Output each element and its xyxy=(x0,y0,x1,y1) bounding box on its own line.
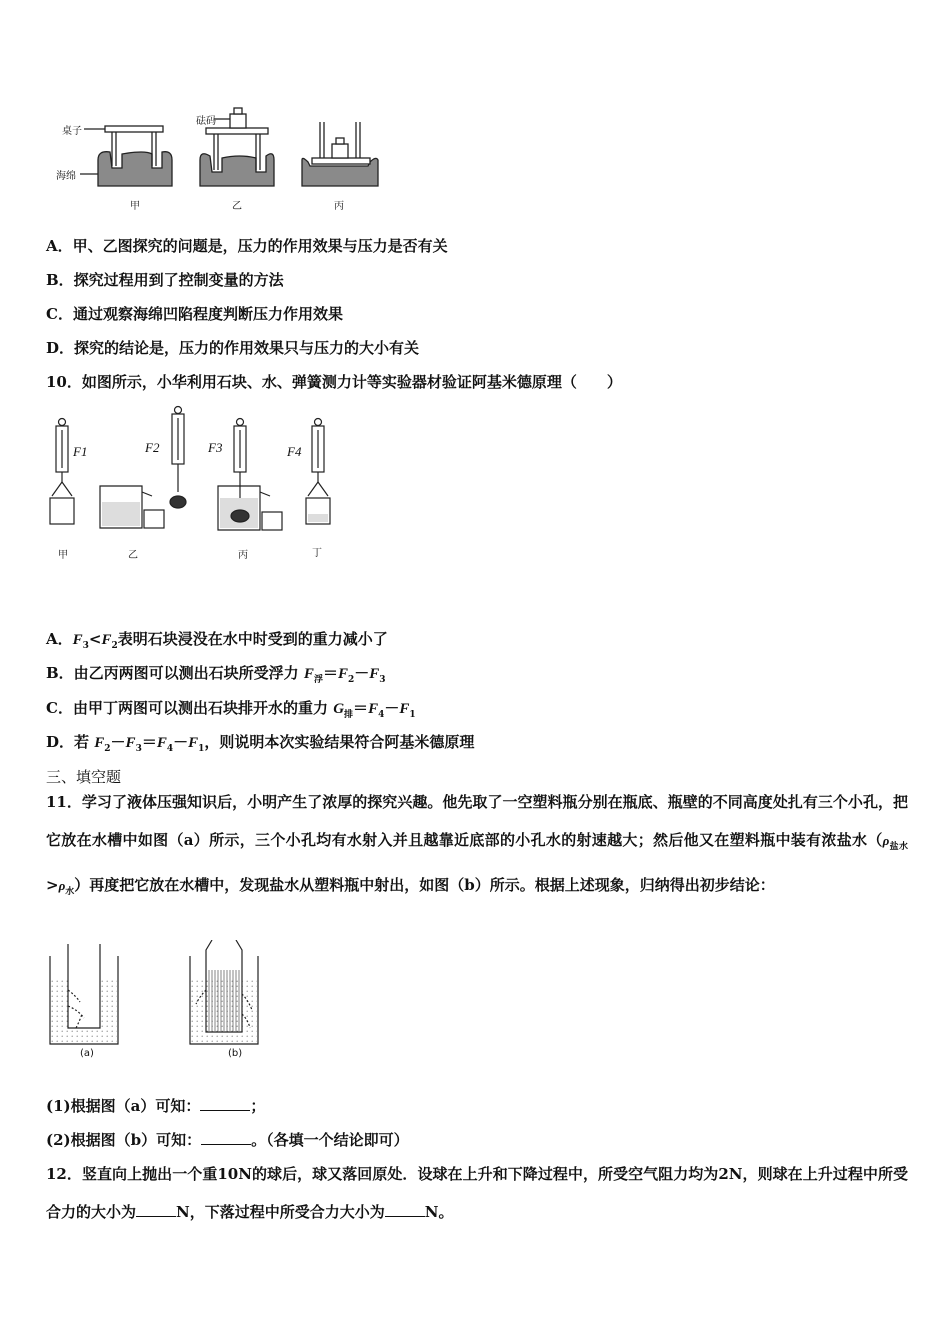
q9-option-a: A．甲、乙图探究的问题是，压力的作用效果与压力是否有关 xyxy=(46,237,448,255)
q10-option-b: B．由乙丙两图可以测出石块所受浮力 $F_浮=F_2-F_3$ xyxy=(46,664,386,685)
q10-option-c: C．由甲丁两图可以测出石块排开水的重力 $G_排=F_4-F_1$ xyxy=(46,699,416,720)
caption-yi-2: 乙 xyxy=(128,550,138,561)
q9-option-b: B．探究过程用到了控制变量的方法 xyxy=(46,271,284,289)
caption-ding-2: 丁 xyxy=(312,548,322,559)
q11-sub2: (2)根据图（b）可知： 。（各填一个结论即可） xyxy=(46,1131,409,1149)
archimedes-experiment-figure xyxy=(44,404,344,544)
caption-yi: 乙 xyxy=(232,201,242,212)
answer-blank-3[interactable] xyxy=(136,1202,176,1217)
answer-blank-1[interactable] xyxy=(200,1096,250,1111)
caption-a: (a) xyxy=(80,1048,94,1059)
q9-option-d: D．探究的结论是，压力的作用效果只与压力的大小有关 xyxy=(46,339,420,357)
caption-b: (b) xyxy=(228,1048,243,1059)
label-f4: F4 xyxy=(287,444,302,459)
q9-option-c: C．通过观察海绵凹陷程度判断压力作用效果 xyxy=(46,305,343,323)
q11-paragraph: 11．学习了液体压强知识后，小明产生了浓厚的探究兴趣。他先取了一空塑料瓶分别在瓶底、瓶壁的不同高度处扎有三个小孔，把它放在水槽中如图（a）所示，三个小孔均有水射入并且越靠近底部的小孔水的射速越大；然后他又在塑料瓶中装有浓盐水$(\rho_{盐水}>\rho_水)$再度把它放在水槽中，发现盐水从塑料瓶中射出，如图（b）所示。根据上述现象，归纳得出初步结论： xyxy=(46,793,908,897)
label-sponge: 海绵 xyxy=(56,171,76,182)
label-f2: F2 xyxy=(145,440,160,455)
label-table: 桌子 xyxy=(62,126,82,137)
caption-bing: 丙 xyxy=(334,201,344,212)
label-weight: 砝码 xyxy=(196,116,216,127)
q10-option-d: D．若 $F_2-F_3=F_4-F_1$，则说明本次实验结果符合阿基米德原理 xyxy=(46,733,475,754)
answer-blank-4[interactable] xyxy=(385,1202,425,1217)
caption-jia-2: 甲 xyxy=(58,550,68,561)
q10-stem: 10．如图所示，小华利用石块、水、弹簧测力计等实验器材验证阿基米德原理（ ） xyxy=(46,373,622,391)
q12-paragraph: 12．竖直向上抛出一个重10N的球后，球又落回原处．设球在上升和下降过程中，所受空气阻力均为2N，则球在上升过程中所受合力的大小为 N，下落过程中所受合力大小为 N。 xyxy=(46,1165,908,1221)
section-heading: 三、填空题 xyxy=(46,768,122,786)
answer-blank-2[interactable] xyxy=(201,1130,251,1145)
label-f1: F1 xyxy=(73,444,88,459)
q11-sub1: (1)根据图（a）可知： ； xyxy=(46,1097,266,1115)
caption-jia: 甲 xyxy=(130,201,140,212)
q10-option-a: A．$F_3<F_2$表明石块浸没在水中时受到的重力减小了 xyxy=(46,630,388,651)
label-f3: F3 xyxy=(208,440,223,455)
bottle-water-tank-figure xyxy=(46,940,276,1052)
caption-bing-2: 丙 xyxy=(238,550,248,561)
